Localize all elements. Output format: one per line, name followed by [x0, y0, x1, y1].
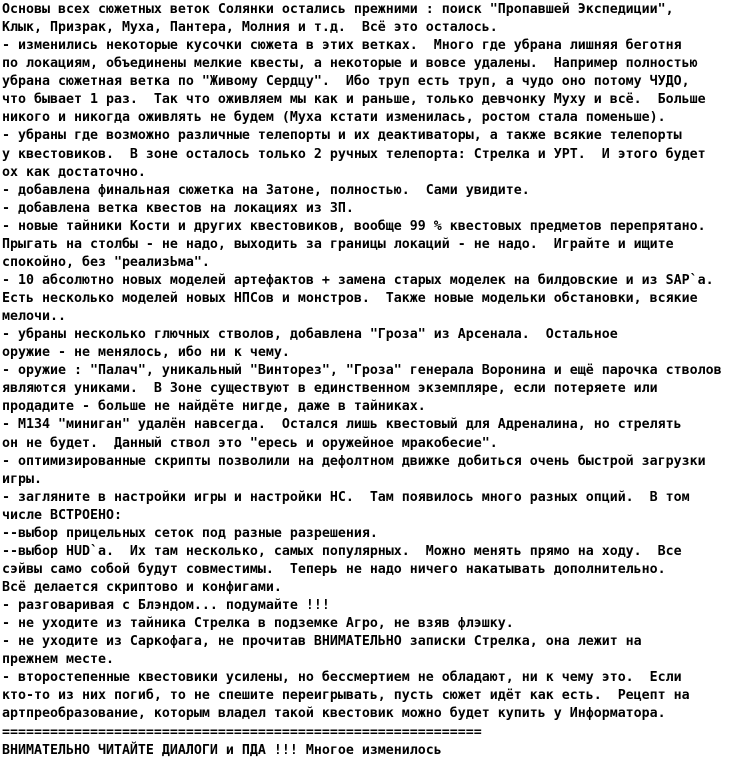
text-line: Основы всех сюжетных веток Солянки остались прежними : поиск "Пропавшей Экспедиции",	[2, 2, 674, 17]
text-line: - добавлена ветка квестов на локациях из ЗП.	[2, 200, 354, 216]
text-line: Клык, Призрак, Муха, Пантера, Молния и т.д. Всё это осталось.	[2, 20, 498, 36]
text-line: - второстепенные квестовики усилены, но бессмертием не обладают, ни к чему это. Если	[2, 670, 682, 686]
text-line: убрана сюжетная ветка по "Живому Сердцу". Ибо труп есть труп, а чудо оно потому ЧУДО,	[2, 74, 690, 90]
text-line: - не уходите из тайника Стрелка в подземке Агро, не взяв флэшку.	[2, 616, 514, 632]
text-line: он не будет. Данный ствол это "ересь и оружейное мракобесие".	[2, 435, 498, 451]
text-line: ВНИМАТЕЛЬНО ЧИТАЙТЕ ДИАЛОГИ и ПДА !!! Многое изменилось	[2, 742, 442, 758]
text-line: числе ВСТРОЕНО:	[2, 507, 122, 523]
separator-line: ============================================================	[2, 724, 482, 740]
text-line: --выбор HUD`a. Их там несколько, самых популярных. Можно менять прямо на ходу. Все	[2, 543, 682, 559]
text-line: - 10 абсолютно новых моделей артефактов + замена старых моделек на билдовские и из SAP`a.	[2, 272, 714, 288]
text-line: Всё делается скриптово и конфигами.	[2, 580, 282, 595]
text-line: спокойно, без "реализЬма".	[2, 254, 210, 270]
text-line: продадите - больше не найдёте нигде, даже в тайниках.	[2, 399, 426, 415]
text-line: - загляните в настройки игры и настройки НС. Там появилось много разных опций. В том	[2, 489, 690, 505]
text-line: ох как достаточно.	[2, 164, 146, 180]
text-line: - изменились некоторые кусочки сюжета в этих ветках. Много где убрана лишняя беготня	[2, 38, 682, 54]
text-line: - оптимизированные скрипты позволили на дефолтном движке добиться очень быстрой загрузки	[2, 453, 706, 469]
text-line: никого и никогда оживлять не будем (Муха кстати изменилась, ростом стала поменьше).	[2, 110, 666, 126]
text-line: - новые тайники Кости и других квестовиков, вообще 99 % квестовых предметов перепрятано.	[2, 218, 706, 234]
text-line: - М134 "миниган" удалён навсегда. Остался лишь квестовый для Адреналина, но стрелять	[2, 417, 682, 433]
text-line: кто-то из них погиб, то не спешите переигрывать, пусть сюжет идёт как есть. Рецепт на	[2, 688, 690, 704]
text-line: являются униками. В Зоне существуют в единственном экземпляре, если потеряете или	[2, 381, 658, 397]
text-line: мелочи..	[2, 309, 66, 325]
text-line: по локациям, объединены мелкие квесты, а некоторые и вовсе удалены. Например полностью	[2, 56, 698, 72]
text-line: что бывает 1 раз. Так что оживляем мы как и раньше, только девчонку Муху и всё. Больше	[2, 92, 706, 108]
text-line: у квестовиков. В зоне осталось только 2 ручных телепорта: Стрелка и УРТ. И этого будет	[2, 146, 706, 162]
text-line: --выбор прицельных сеток под разные разрешения.	[2, 525, 378, 541]
text-line: - убраны где возможно различные телепорты и их деактиваторы, а также всякие телепорты	[2, 128, 682, 144]
text-line: оружие - не менялось, ибо ни к чему.	[2, 345, 290, 361]
text-line: - не уходите из Саркофага, не прочитав ВНИМАТЕЛЬНО записки Стрелка, она лежит на	[2, 634, 642, 650]
text-line: Прыгать на столбы - не надо, выходить за границы локаций - не надо. Играйте и ищите	[2, 236, 674, 252]
text-line: - разговаривая с Блэндом... подумайте !!!	[2, 598, 330, 614]
text-content	[2, 1, 730, 760]
text-line: игры.	[2, 471, 42, 487]
text-line: Есть несколько моделей новых НПСов и монстров. Также новые модельки обстановки, всякие	[2, 291, 698, 306]
text-line: сэйвы само собой будут совместимы. Теперь не надо ничего накатывать дополнительно.	[2, 561, 666, 577]
text-line: - оружие : "Палач", уникальный "Винторез", "Гроза" генерала Воронина и ещё парочка стволов	[2, 363, 722, 379]
text-line: - убраны несколько глючных стволов, добавлена "Гроза" из Арсенала. Остальное	[2, 327, 618, 343]
text-line: прежнем месте.	[2, 652, 114, 668]
text-line: артпреобразование, которым владел такой квестовик можно будет купить у Информатора.	[2, 706, 666, 722]
text-line: - добавлена финальная сюжетка на Затоне, полностью. Сами увидите.	[2, 182, 530, 198]
